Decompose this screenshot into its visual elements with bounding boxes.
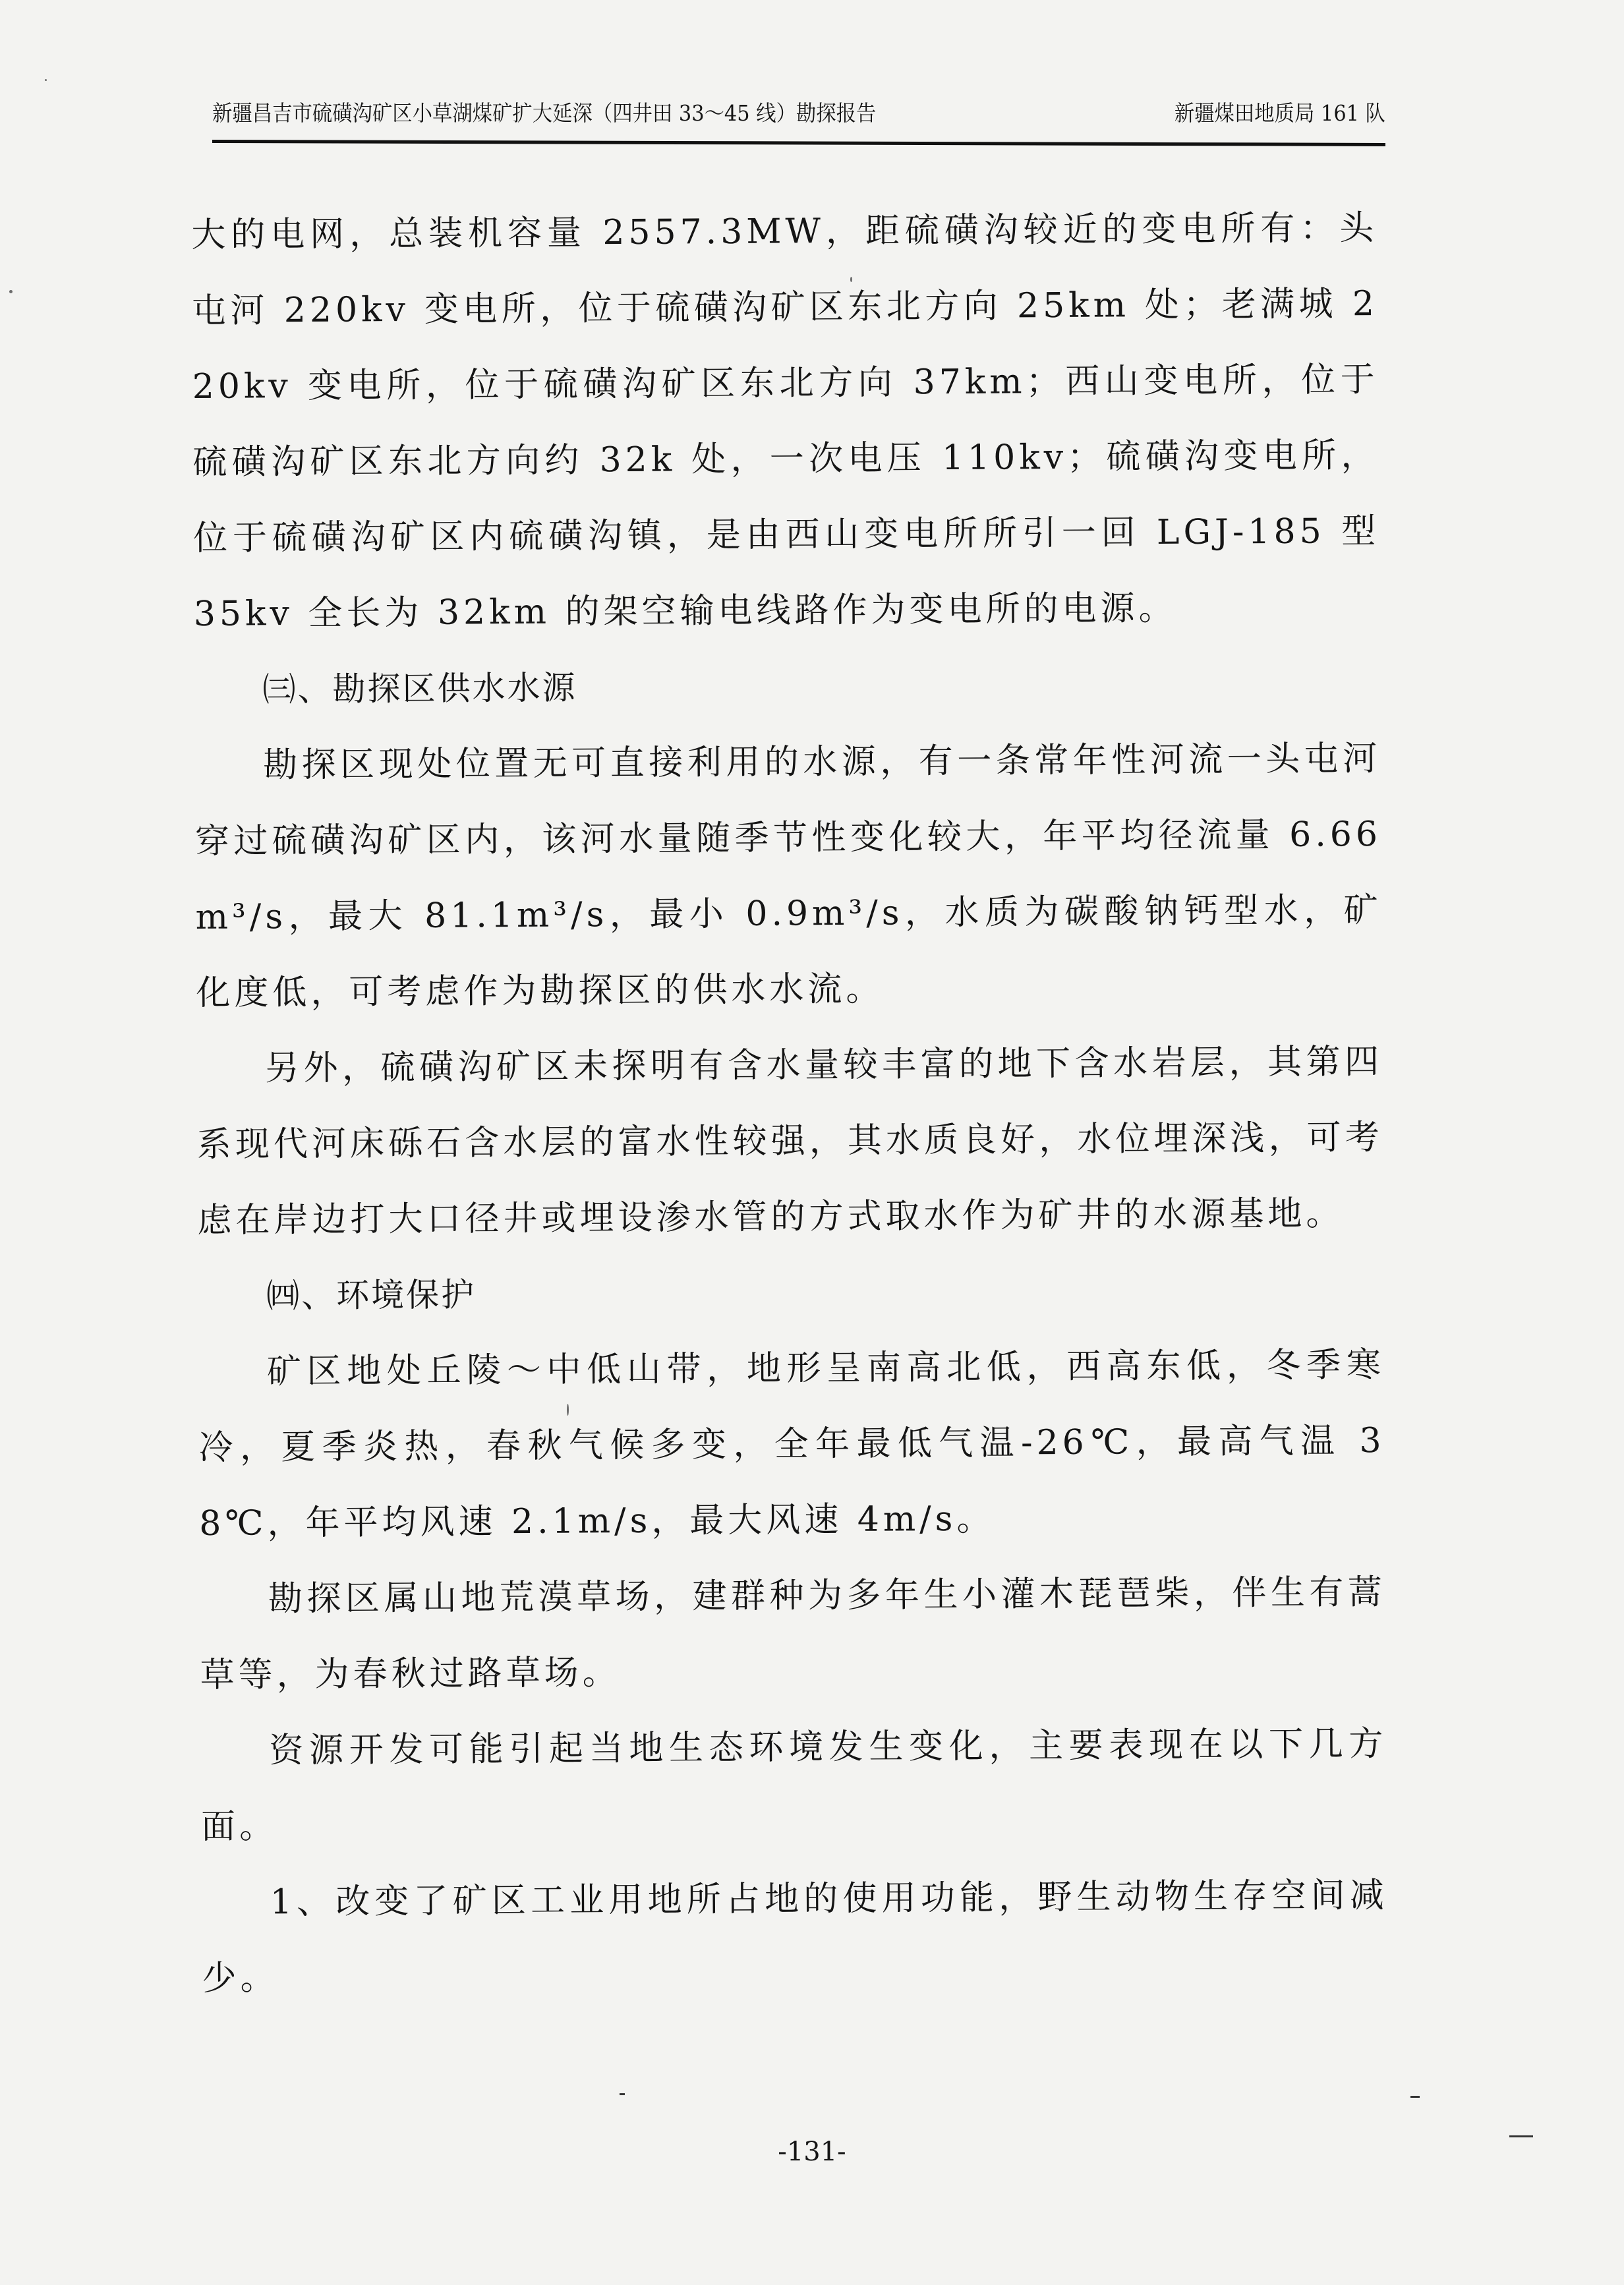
scan-mark <box>1509 2135 1533 2137</box>
scan-mark <box>1410 2096 1420 2098</box>
scan-speck <box>45 79 47 81</box>
header-divider <box>212 140 1385 146</box>
report-title: 新疆昌吉市硫磺沟矿区小草湖煤矿扩大延深（四井田 33～45 线）勘探报告 <box>212 100 877 126</box>
scan-speck <box>567 1404 569 1416</box>
paragraph-vegetation: 勘探区属山地荒漠草场，建群种为多年生小灌木琵琶柴，伴生有蒿草等，为春秋过路草场。 <box>200 1572 1387 1695</box>
scan-mark <box>620 2093 625 2095</box>
paragraph-water-source: 勘探区现处位置无可直接利用的水源，有一条常年性河流一头屯河穿过硫磺沟矿区内，该河水量随季节性变化较大，年平均径流量 6.66m³/s，最大 81.1m³/s，最小 0.9m³/s，水质为碳酸钠钙型水，矿化度低，可考虑作为勘探区的供水水流。 <box>194 738 1382 1013</box>
section-heading-environment: ㈣、环境保护 <box>266 1275 477 1316</box>
paragraph-power-grid: 大的电网，总装机容量 2557.3MW，距硫磺沟较近的变电所有：头屯河 220kv 变电所，位于硫磺沟矿区东北方向 25km 处；老满城 220kv 变电所，位于硫磺沟矿区东北方向 37km；西山变电所，位于硫磺沟矿区东北方向约 32k 处，一次电压 110kv；硫磺沟变电所，位于硫磺沟矿区内硫磺沟镇，是由西山变电所所引一回 LGJ-185 型 35kv 全长为 32km 的架空输电线路作为变电所的电源。 <box>191 208 1380 634</box>
paragraph-impact-intro: 资源开发可能引起当地生态环境发生变化，主要表现在以下几方面。 <box>200 1723 1387 1847</box>
paragraph-impact-item-1: 1、改变了矿区工业用地所占地的使用功能，野生动物生存空间减少。 <box>202 1875 1388 1998</box>
page-number: -131- <box>778 2137 846 2167</box>
scan-speck <box>850 277 852 282</box>
section-heading-water-supply: ㈢、勘探区供水水源 <box>262 668 577 709</box>
scan-speck <box>9 290 13 293</box>
running-header <box>212 99 1385 138</box>
page-body <box>191 190 1389 2017</box>
paragraph-groundwater: 另外，硫磺沟矿区未探明有含水量较丰富的地下含水岩层，其第四系现代河床砾石含水层的富水性较强，其水质良好，水位埋深浅，可考虑在岸边打大口径井或埋设渗水管的方式取水作为矿井的水源基地。 <box>196 1041 1383 1240</box>
paragraph-climate: 矿区地处丘陵～中低山带，地形呈南高北低，西高东低，冬季寒冷，夏季炎热，春秋气候多变，全年最低气温-26℃，最高气温 38℃，年平均风速 2.1m/s，最大风速 4m/s。 <box>198 1345 1385 1544</box>
organization-name: 新疆煤田地质局 161 队 <box>1174 100 1385 126</box>
